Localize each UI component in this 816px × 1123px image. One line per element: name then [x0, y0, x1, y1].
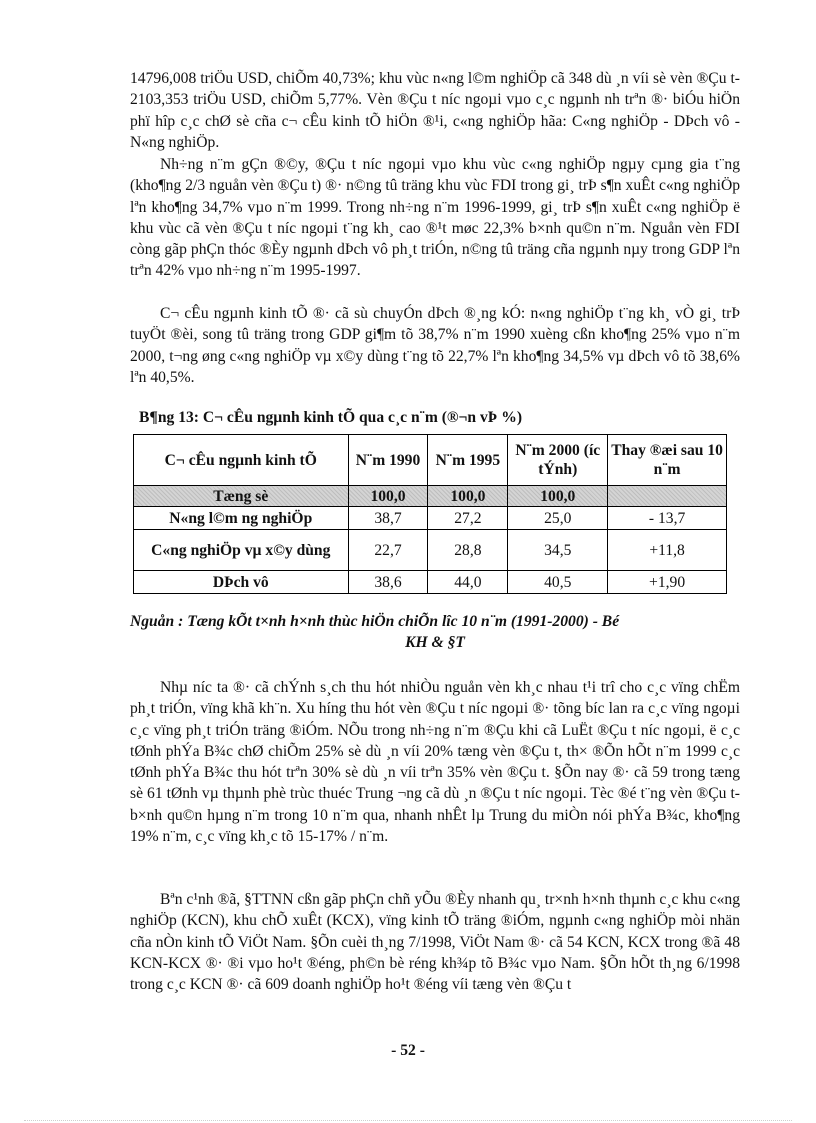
table-header-cell: N¨m 1990	[348, 435, 428, 486]
table-cell: 100,0	[348, 486, 428, 507]
table-cell: 27,2	[428, 507, 508, 530]
table-cell: DÞch vô	[134, 571, 349, 594]
table-cell: 38,6	[348, 571, 428, 594]
paragraph-3: C¬ cÊu ngµnh kinh tÕ ®· cã sù chuyÓn dÞch ®¸ng kÓ: n«ng nghiÖp t¨ng kh¸ vÒ gi¸ trÞ tuyÖt ®èi, song tû träng trong GDP gi¶m tõ 38,7% n¨m 1990 xuèng cßn kho¶ng 25% vµo n¨m 2000, t¬ng øng c«ng nghiÖp vµ x©y dùng t¨ng tõ 22,7% lªn kho¶ng 34,5% vµ dÞch vô tõ 38,6% lªn 40,5%.	[130, 305, 740, 386]
economic-structure-table	[133, 434, 727, 594]
page-number: - 52 -	[391, 1042, 425, 1059]
table-header-cell: N¨m 2000 (íc tÝnh)	[508, 435, 608, 486]
paragraph-4: Nhµ níc ta ®· cã chÝnh s¸ch thu hót nhiÒu nguån vèn kh¸c nhau t¹i trî cho c¸c vïng chËm ph¸t triÓn, vïng khã kh¨n. Xu híng thu hót vèn ®Çu t níc ngoµi ®· tõng bíc lan ra c¸c vïng ngoµi c¸c vïng ph¸t triÓn träng ®iÓm. NÕu trong nh÷ng n¨m ®Çu khi cã LuËt ®Çu t níc ngoµi, ë c¸c tØnh phÝa B¾c chØ chiÕm 25% sè dù ¸n víi 20% tæng vèn ®Çu t, th× ®Õn hÕt n¨m 1999 c¸c tØnh phÝa B¾c thu hót trªn 30% sè dù ¸n víi trªn 35% vèn ®Çu t. §Õn nay ®· cã 59 trong tæng sè 61 tØnh vµ thµnh phè trùc thuéc Trung ¬ng cã dù ¸n ®Çu t níc ngoµi. Tèc ®é t¨ng vèn ®Çu t b×nh qu©n hµng n¨m trong 10 n¨m qua, nhanh nhÊt lµ Trung du miÒn nói phÝa B¾c, kho¶ng 19% n¨m, c¸c vïng kh¸c tõ 15-17% / n¨m.	[130, 679, 740, 846]
table-header-cell: C¬ cÊu ngµnh kinh tÕ	[134, 435, 349, 486]
table-caption: B¶ng 13: C¬ cÊu ngµnh kinh tÕ qua c¸c n¨m (®¬n vÞ %)	[139, 409, 523, 426]
source-line-1: Nguån : Tæng kÕt t×nh h×nh thùc hiÖn chiÕn lîc 10 n¨m (1991-2000) - Bé	[130, 613, 620, 630]
table-cell: Tæng sè	[134, 486, 349, 507]
table-row-total	[134, 486, 727, 507]
paragraph-1: 14796,008 triÖu USD, chiÕm 40,73%; khu vùc n«ng l©m nghiÖp cã 348 dù ¸n víi sè vèn ®Çu t 2103,353 triÖu USD, chiÕm 5,77%. Vèn ®Çu t níc ngoµi vµo c¸c ngµnh nh trªn ®· biÓu hiÖn phï hîp c¸c chØ sè cña c¬ cÊu kinh tÕ hiÖn ®¹i, c«ng nghiÖp hãa: C«ng nghiÖp - DÞch vô - N«ng nghiÖp.	[130, 70, 740, 151]
table-source-note	[130, 611, 740, 653]
table-cell: 44,0	[428, 571, 508, 594]
table-cell: 38,7	[348, 507, 428, 530]
table-header-row	[134, 435, 727, 486]
table-cell: 25,0	[508, 507, 608, 530]
table-cell: +1,90	[608, 571, 727, 594]
table-cell: 28,8	[428, 530, 508, 571]
table-row	[134, 507, 727, 530]
table-cell: 34,5	[508, 530, 608, 571]
table-cell: 100,0	[428, 486, 508, 507]
table-row	[134, 530, 727, 571]
table-cell: N«ng l©m ng nghiÖp	[134, 507, 349, 530]
paragraph-2: Nh÷ng n¨m gÇn ®©y, ®Çu t níc ngoµi vµo khu vùc c«ng nghiÖp ngµy cµng gia t¨ng (kho¶ng 2/3 nguån vèn ®Çu t) ®· n©ng tû träng khu vùc FDI trong gi¸ trÞ s¶n xuÊt c«ng nghiÖp lªn kho¶ng 34,7% vµo n¨m 1999. Trong nh÷ng n¨m 1996-1999, gi¸ trÞ s¶n xuÊt c«ng nghiÖp ë khu vùc cã vèn ®Çu t níc ngoµi t¨ng kh¸ cao ®¹t møc 22,3% b×nh qu©n n¨m. Nguån vèn FDI còng gãp phÇn thóc ®Èy ngµnh dÞch vô ph¸t triÓn, n©ng tû träng cña ngµnh nµy trong GDP lªn trªn 42% vµo nh÷ng n¨m 1995-1997.	[130, 156, 740, 280]
table-cell	[608, 486, 727, 507]
table-header-cell: Thay ®æi sau 10 n¨m	[608, 435, 727, 486]
page-bottom-divider	[24, 1120, 792, 1121]
table-cell: 22,7	[348, 530, 428, 571]
table-header-cell: N¨m 1995	[428, 435, 508, 486]
table-cell: +11,8	[608, 530, 727, 571]
paragraph-5: Bªn c¹nh ®ã, §TTNN cßn gãp phÇn chñ yÕu ®Èy nhanh qu¸ tr×nh h×nh thµnh c¸c khu c«ng nghiÖp (KCN), khu chÕ xuÊt (KCX), vïng kinh tÕ träng ®iÓm, ngµnh c«ng nghiÖp mòi nhän cña nÒn kinh tÕ ViÖt Nam. §Õn cuèi th¸ng 7/1998, ViÖt Nam ®· cã 54 KCN, KCX trong ®ã 48 KCN-KCX ®· ®i vµo ho¹t ®éng, ph©n bè réng kh¾p tõ B¾c vµo Nam. §Õn hÕt th¸ng 6/1998 trong c¸c KCN ®· cã 609 doanh nghiÖp ho¹t ®éng víi tæng vèn ®Çu t	[130, 891, 740, 994]
table-cell: 40,5	[508, 571, 608, 594]
table-cell: - 13,7	[608, 507, 727, 530]
source-line-2: KH & §T	[405, 634, 465, 651]
table-row	[134, 571, 727, 594]
table-cell: C«ng nghiÖp vµ x©y dùng	[134, 530, 349, 571]
table-cell: 100,0	[508, 486, 608, 507]
